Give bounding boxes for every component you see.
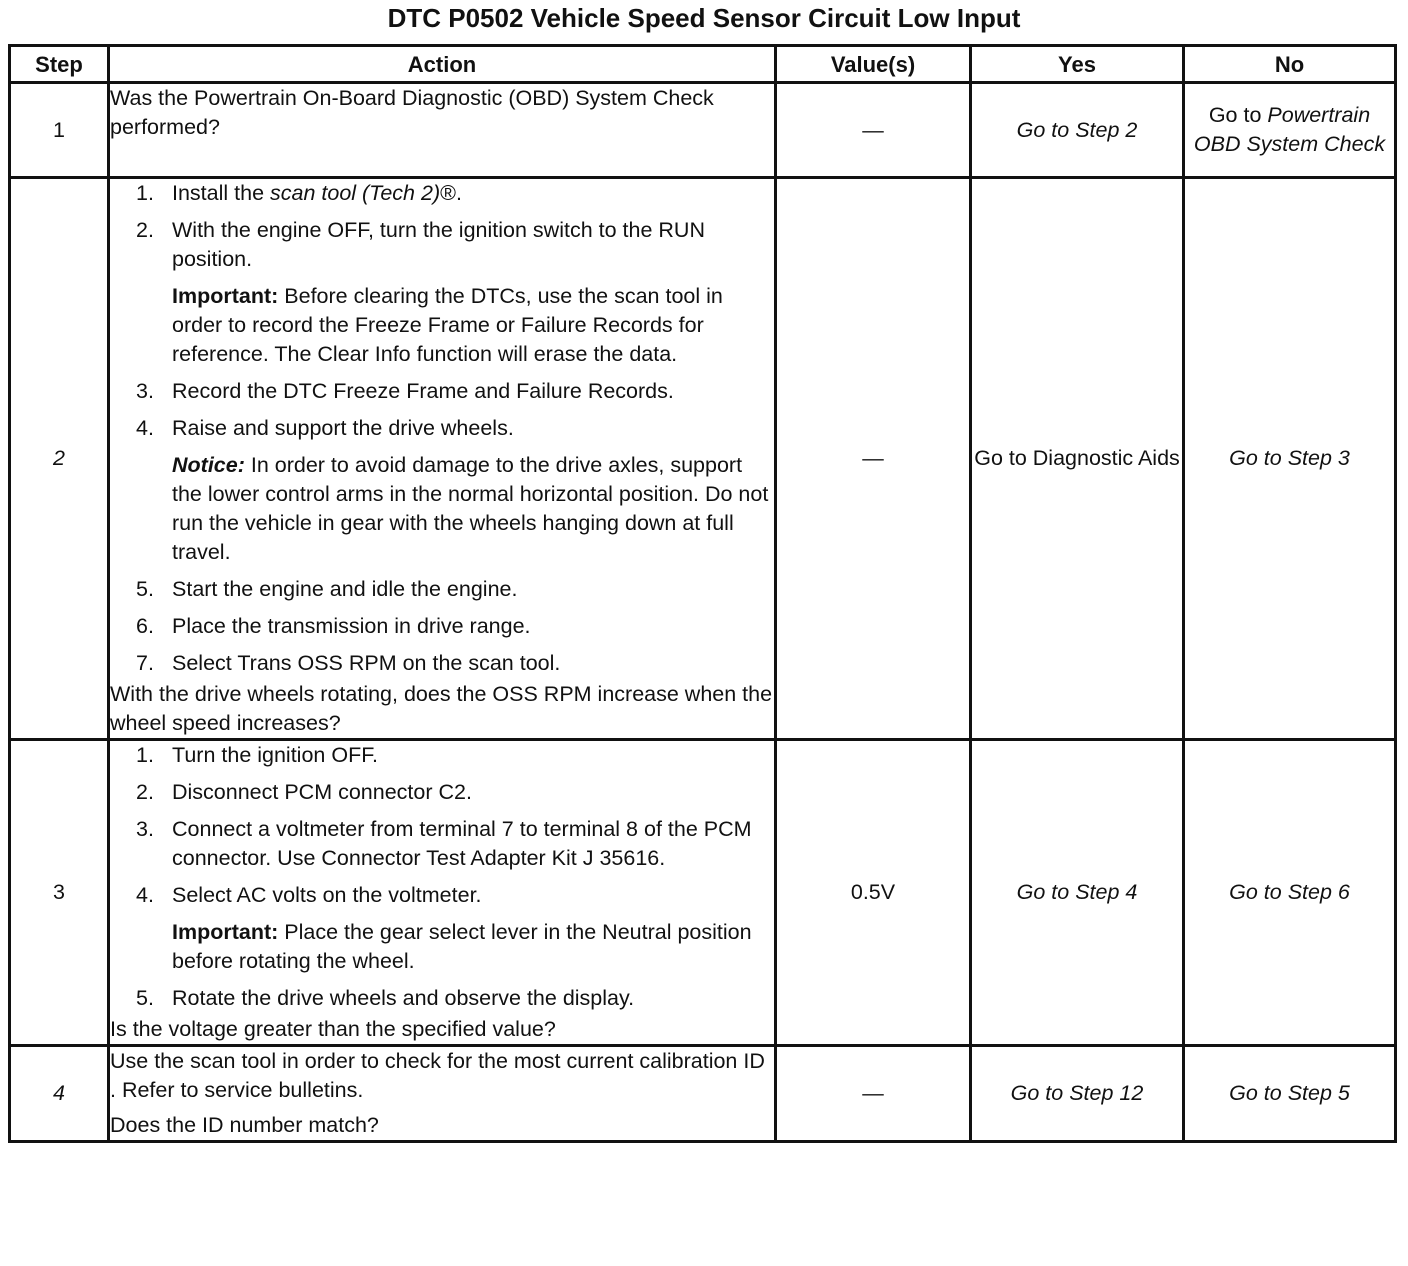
step-number: 3: [10, 740, 109, 1046]
no-cell: [1184, 83, 1396, 178]
action-question: Is the voltage greater than the specified value?: [110, 1017, 556, 1041]
table-row: [10, 178, 1396, 740]
header-step: Step: [10, 46, 109, 83]
important-note: Important: Place the gear select lever in the Neutral position before rotating the wheel.: [172, 920, 752, 973]
yes-cell: Go to Step 2: [971, 83, 1184, 178]
yes-cell: Go to Step 12: [971, 1046, 1184, 1142]
no-cell: Go to Step 5: [1184, 1046, 1396, 1142]
step-number: 2: [10, 178, 109, 740]
diagnostic-table: [8, 44, 1397, 1143]
header-row: [10, 46, 1396, 83]
action-cell: [109, 1046, 776, 1142]
list-item: 1. Turn the ignition OFF.: [136, 743, 378, 767]
list-item: 7. Select Trans OSS RPM on the scan tool.: [136, 651, 561, 675]
value-cell: —: [776, 83, 971, 178]
action-cell: [109, 83, 776, 178]
list-item: 2. Disconnect PCM connector C2.: [136, 780, 472, 804]
list-item: 1. Install the scan tool (Tech 2)®.: [136, 181, 462, 205]
header-values: Value(s): [776, 46, 971, 83]
list-item: 6. Place the transmission in drive range.: [136, 614, 531, 638]
action-cell: [109, 740, 776, 1046]
action-question: With the drive wheels rotating, does the OSS RPM increase when the wheel speed increases?: [110, 682, 773, 735]
header-action: Action: [109, 46, 776, 83]
value-cell: —: [776, 1046, 971, 1142]
header-no: No: [1184, 46, 1396, 83]
table-row: [10, 740, 1396, 1046]
action-cell: [109, 178, 776, 740]
header-yes: Yes: [971, 46, 1184, 83]
scan-tool-ref: scan tool (Tech 2): [270, 181, 441, 205]
list-item: 4. Raise and support the drive wheels.: [136, 416, 514, 440]
action-text: Use the scan tool in order to check for the most current calibration ID . Refer to service bulletins.: [110, 1049, 765, 1102]
value-cell: 0.5V: [776, 740, 971, 1046]
yes-cell: Go to Step 4: [971, 740, 1184, 1046]
list-item: 4. Select AC volts on the voltmeter.: [136, 883, 482, 907]
notice-note: Notice: In order to avoid damage to the drive axles, support the lower control arms in the normal horizontal position. Do not run the vehicle in gear with the wheels hanging down at full travel.: [172, 453, 769, 564]
no-cell: Go to Step 6: [1184, 740, 1396, 1046]
yes-cell: Go to Diagnostic Aids: [971, 178, 1184, 740]
value-cell: —: [776, 178, 971, 740]
list-item: 5. Rotate the drive wheels and observe the display.: [136, 986, 635, 1010]
list-item: 3. Record the DTC Freeze Frame and Failure Records.: [136, 379, 674, 403]
no-italic-ref: Powertrain OBD System Check: [1193, 103, 1386, 156]
list-item: 2. With the engine OFF, turn the ignition switch to the RUN position.: [136, 218, 705, 271]
list-item: 3. Connect a voltmeter from terminal 7 to terminal 8 of the PCM connector. Use Connector Test Adapter Kit J 35616.: [136, 817, 752, 870]
table-row: [10, 83, 1396, 178]
action-question: Does the ID number match?: [110, 1113, 379, 1137]
table-row: [10, 1046, 1396, 1142]
step-number: 1: [10, 83, 109, 178]
action-question: Was the Powertrain On-Board Diagnostic (OBD) System Check performed?: [110, 86, 714, 139]
list-item: 5. Start the engine and idle the engine.: [136, 577, 518, 601]
step-number: 4: [10, 1046, 109, 1142]
no-cell: Go to Step 3: [1184, 178, 1396, 740]
no-prefix: Go to: [1208, 103, 1268, 127]
important-note: Important: Before clearing the DTCs, use the scan tool in order to record the Freeze Frame or Failure Records for reference. The Clear Info function will erase the data.: [172, 284, 723, 366]
page-title: DTC P0502 Vehicle Speed Sensor Circuit Low Input: [387, 3, 1021, 33]
